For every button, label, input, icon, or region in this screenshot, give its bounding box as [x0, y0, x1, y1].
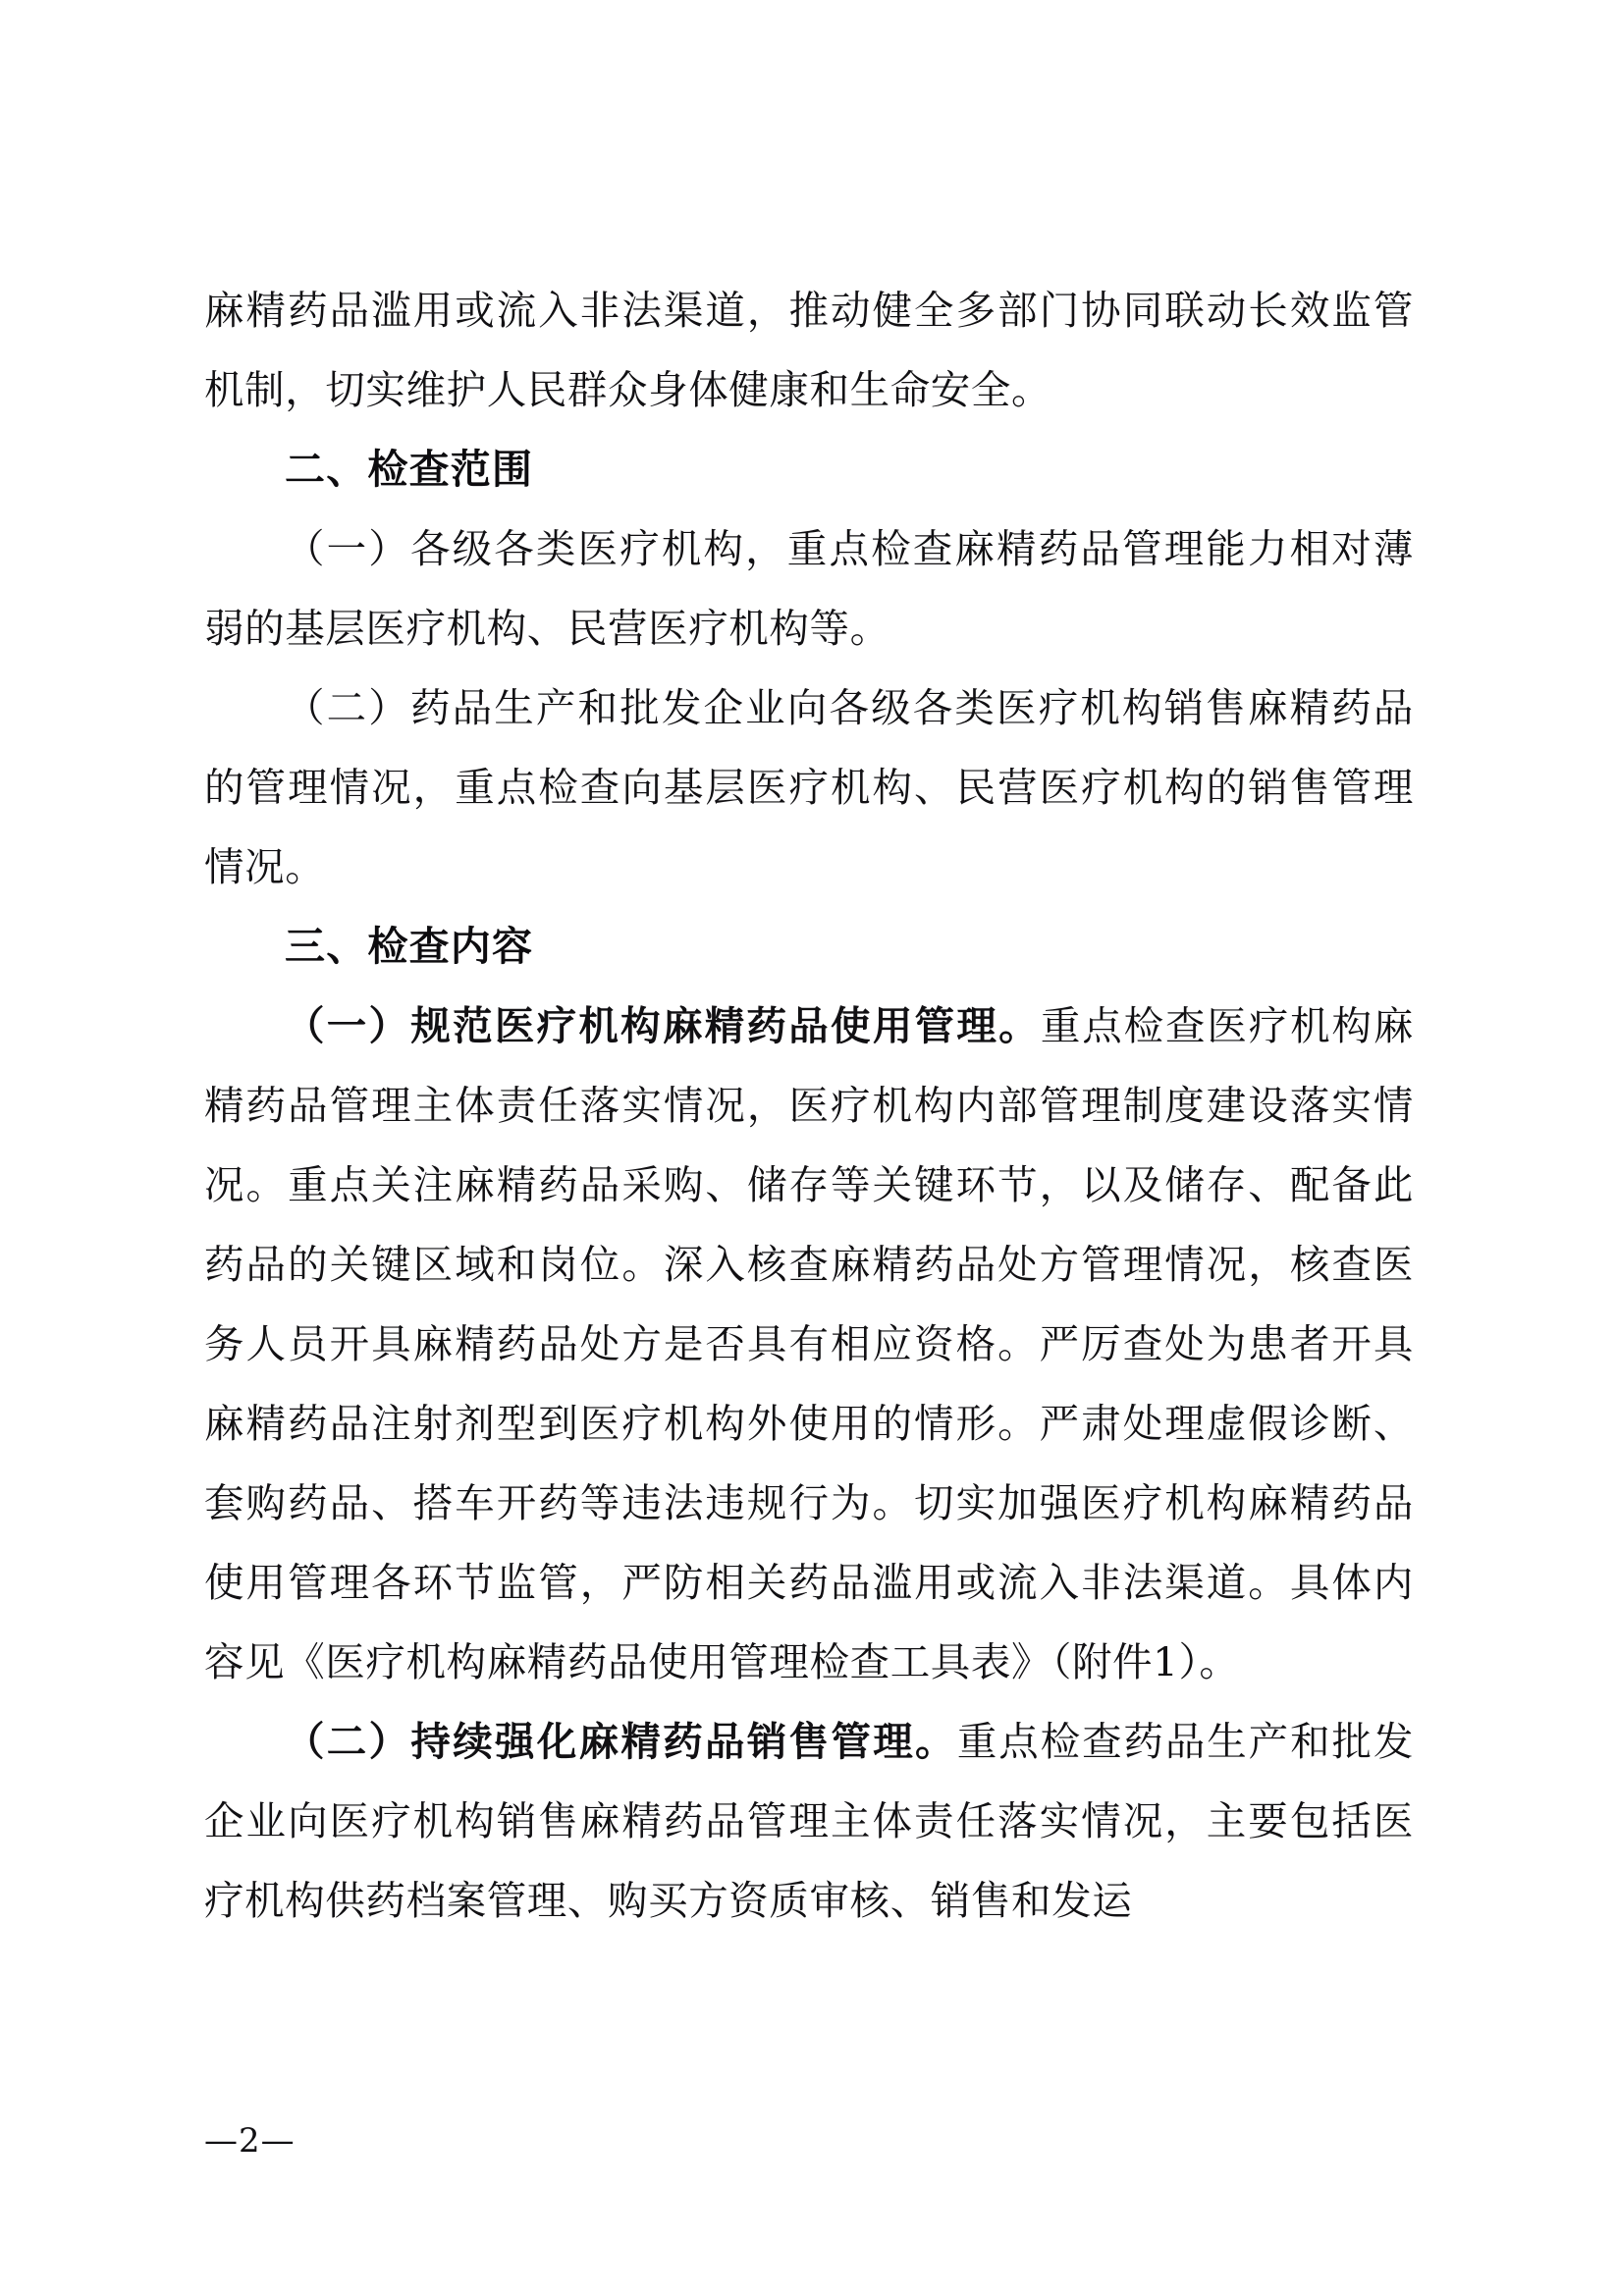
- scope-item-1: （一）各级各类医疗机构，重点检查麻精药品管理能力相对薄弱的基层医疗机构、民营医疗机构等。: [204, 525, 1414, 652]
- content-item-2-lead: （二）持续强化麻精药品销售管理。: [285, 1718, 957, 1765]
- section-heading-content: 三、检查内容: [285, 923, 534, 970]
- scope-item-2: （二）药品生产和批发企业向各级各类医疗机构销售麻精药品的管理情况，重点检查向基层医疗机构、民营医疗机构的销售管理情况。: [204, 684, 1414, 890]
- content-item-1: [204, 987, 1414, 1702]
- content-item-2-text: 重点检查药品生产和批发企业向医疗机构销售麻精药品管理主体责任落实情况，主要包括医疗机构供药档案管理、购买方资质审核、销售和发运: [204, 1718, 1414, 1924]
- paragraph-continuation: 麻精药品滥用或流入非法渠道，推动健全多部门协同联动长效监管机制，切实维护人民群众身体健康和生命安全。: [204, 287, 1414, 413]
- document-body: [204, 271, 1414, 1941]
- section-heading-scope: 二、检查范围: [285, 446, 534, 493]
- content-item-1-lead: （一）规范医疗机构麻精药品使用管理。: [285, 1002, 1041, 1049]
- page-number: —2—: [204, 2121, 296, 2161]
- content-item-2: [204, 1702, 1414, 1941]
- content-item-1-text: 重点检查医疗机构麻精药品管理主体责任落实情况，医疗机构内部管理制度建设落实情况。重点关注麻精药品采购、储存等关键环节，以及储存、配备此药品的关键区域和岗位。深入核查麻精药品处方管理情况，核查医务人员开具麻精药品处方是否具有相应资格。严厉查处为患者开具麻精药品注射剂型到医疗机构外使用的情形。严肃处理虚假诊断、套购药品、搭车开药等违法违规行为。切实加强医疗机构麻精药品使用管理各环节监管，严防相关药品滥用或流入非法渠道。具体内容见《医疗机构麻精药品使用管理检查工具表》（附件1）。: [204, 1002, 1415, 1685]
